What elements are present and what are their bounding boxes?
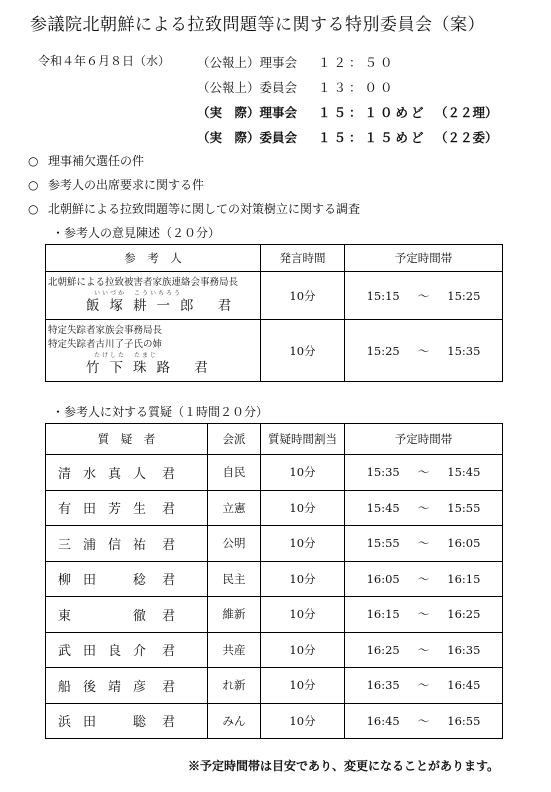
range-separator: ～ bbox=[417, 642, 430, 657]
witness-org: 北朝鮮による拉致被害者家族連絡会事務局長 bbox=[48, 277, 239, 288]
range-separator: ～ bbox=[417, 607, 430, 622]
agenda-text: 北朝鮮による拉致問題等に関しての対策樹立に関する調査 bbox=[48, 202, 361, 216]
table-row bbox=[46, 320, 503, 382]
column-header: 予定時間帯 bbox=[345, 424, 503, 455]
opinion-section-heading: ・参考人の意見陳述（２０分） bbox=[52, 226, 221, 240]
end-time: 16:35 bbox=[447, 642, 481, 657]
honorific: 君 bbox=[162, 502, 176, 518]
footnote: ※予定時間帯は目安であり、変更になることがあります。 bbox=[188, 759, 500, 773]
start-time: 16:05 bbox=[366, 571, 400, 586]
question-section-heading: ・参考人に対する質疑（１時間２０分） bbox=[52, 405, 269, 419]
start-time: 16:35 bbox=[366, 678, 400, 693]
range-separator: ～ bbox=[417, 713, 430, 728]
agenda-item bbox=[28, 200, 360, 217]
duration-cell: 10分 bbox=[261, 490, 345, 526]
agenda-text: 理事補欠選任の件 bbox=[48, 154, 145, 168]
honorific: 君 bbox=[162, 644, 176, 660]
party-cell: 立憲 bbox=[208, 490, 261, 526]
start-time: 16:45 bbox=[366, 713, 400, 728]
time-slot-cell bbox=[345, 703, 503, 739]
questioner-cell bbox=[46, 703, 208, 739]
column-header: 予定時間帯 bbox=[345, 245, 503, 272]
time-slot-cell bbox=[345, 490, 503, 526]
party-cell: 民主 bbox=[208, 561, 261, 597]
honorific: 君 bbox=[194, 360, 218, 376]
column-header: 発言時間 bbox=[261, 245, 345, 272]
schedule-note: （２２理） bbox=[435, 105, 498, 120]
schedule-label: （実 際）委員会 bbox=[197, 130, 298, 145]
duration-cell: 10分 bbox=[261, 597, 345, 633]
time-slot-cell bbox=[345, 632, 503, 668]
duration-cell: 10分 bbox=[261, 455, 345, 491]
party-cell: 維新 bbox=[208, 597, 261, 633]
agenda-item bbox=[28, 152, 144, 169]
duration-cell: 10分 bbox=[261, 561, 345, 597]
honorific: 君 bbox=[162, 608, 176, 624]
table-row bbox=[46, 272, 503, 320]
party-cell: 自民 bbox=[208, 455, 261, 491]
table-row bbox=[46, 703, 503, 739]
circle-bullet-icon: ○ bbox=[28, 178, 39, 192]
time-slot-cell bbox=[345, 526, 503, 562]
end-time: 15:45 bbox=[447, 465, 481, 480]
witness-name: 竹下珠路 bbox=[86, 360, 180, 376]
end-time: 15:25 bbox=[447, 288, 481, 303]
schedule-note: （２２委） bbox=[435, 130, 498, 145]
time-slot-cell bbox=[345, 597, 503, 633]
agenda-text: 参考人の出席要求に関する件 bbox=[48, 178, 205, 192]
party-cell: れ新 bbox=[208, 668, 261, 704]
column-header: 質疑時間割当 bbox=[261, 424, 345, 455]
range-separator: ～ bbox=[417, 571, 430, 586]
start-time: 15:25 bbox=[366, 343, 400, 358]
table-row bbox=[46, 455, 503, 491]
range-separator: ～ bbox=[417, 288, 430, 303]
start-time: 15:55 bbox=[366, 536, 400, 551]
range-separator: ～ bbox=[417, 465, 430, 480]
questioner-name: 浜田 聡 bbox=[58, 715, 159, 731]
questioner-cell bbox=[46, 668, 208, 704]
document-title: 参議院北朝鮮による拉致問題等に関する特別委員会（案） bbox=[30, 15, 485, 35]
end-time: 16:25 bbox=[447, 607, 481, 622]
duration-cell: 10分 bbox=[261, 526, 345, 562]
questioner-name: 三浦信祐 bbox=[58, 537, 159, 553]
questioner-cell bbox=[46, 526, 208, 562]
schedule-time: １５：１０めど bbox=[318, 105, 427, 120]
table-row bbox=[46, 597, 503, 633]
start-time: 15:45 bbox=[366, 500, 400, 515]
column-header: 参 考 人 bbox=[46, 245, 261, 272]
end-time: 15:55 bbox=[447, 500, 481, 515]
duration-cell: 10分 bbox=[261, 632, 345, 668]
column-header: 質 疑 者 bbox=[46, 424, 208, 455]
time-slot-cell bbox=[345, 320, 503, 382]
questioner-cell bbox=[46, 490, 208, 526]
honorific: 君 bbox=[162, 679, 176, 695]
agenda-item bbox=[28, 176, 204, 193]
schedule-label: （公報上）理事会 bbox=[197, 55, 298, 70]
honorific: 君 bbox=[217, 298, 242, 314]
witness-cell bbox=[46, 272, 261, 320]
witness-ruby: たけした たまじ bbox=[94, 352, 159, 359]
question-table bbox=[45, 423, 503, 739]
range-separator: ～ bbox=[417, 678, 430, 693]
questioner-name: 柳田 稔 bbox=[58, 573, 159, 589]
schedule-time: １３：００ bbox=[318, 80, 396, 95]
range-separator: ～ bbox=[417, 343, 430, 358]
range-separator: ～ bbox=[417, 536, 430, 551]
witness-cell bbox=[46, 320, 261, 382]
witness-name-line bbox=[46, 297, 260, 315]
time-slot-cell bbox=[345, 668, 503, 704]
table-row bbox=[46, 668, 503, 704]
range-separator: ～ bbox=[417, 500, 430, 515]
duration-cell: 10分 bbox=[261, 272, 345, 320]
end-time: 16:05 bbox=[447, 536, 481, 551]
time-slot-cell bbox=[345, 272, 503, 320]
schedule-time: １５：１５めど bbox=[318, 130, 427, 145]
schedule-label: （公報上）委員会 bbox=[197, 80, 298, 95]
witness-org: 特定失踪者家族会事務局長 bbox=[48, 325, 163, 336]
questioner-name: 清水真人 bbox=[58, 466, 159, 482]
witness-name-line bbox=[46, 359, 260, 377]
end-time: 15:35 bbox=[447, 343, 481, 358]
questioner-name: 武田良介 bbox=[58, 644, 159, 660]
start-time: 16:15 bbox=[366, 607, 400, 622]
party-cell: 公明 bbox=[208, 526, 261, 562]
table-row bbox=[46, 526, 503, 562]
time-slot-cell bbox=[345, 561, 503, 597]
circle-bullet-icon: ○ bbox=[28, 202, 39, 216]
time-slot-cell bbox=[345, 455, 503, 491]
opinion-table bbox=[45, 244, 503, 382]
honorific: 君 bbox=[162, 573, 176, 589]
duration-cell: 10分 bbox=[261, 703, 345, 739]
honorific: 君 bbox=[162, 466, 176, 482]
table-row bbox=[46, 561, 503, 597]
questioner-cell bbox=[46, 561, 208, 597]
schedule-label: （実 際）理事会 bbox=[197, 105, 298, 120]
start-time: 15:35 bbox=[366, 465, 400, 480]
circle-bullet-icon: ○ bbox=[28, 154, 39, 168]
witness-relation: 特定失踪者古川了子氏の姉 bbox=[48, 339, 163, 350]
questioner-name: 有田芳生 bbox=[58, 502, 159, 518]
column-header: 会派 bbox=[208, 424, 261, 455]
witness-name: 飯塚耕一郎 bbox=[86, 298, 204, 314]
party-cell: 共産 bbox=[208, 632, 261, 668]
honorific: 君 bbox=[162, 715, 176, 731]
table-header-row bbox=[46, 424, 503, 455]
duration-cell: 10分 bbox=[261, 668, 345, 704]
end-time: 16:55 bbox=[447, 713, 481, 728]
party-cell: みん bbox=[208, 703, 261, 739]
schedule-time: １２：５０ bbox=[318, 55, 396, 70]
start-time: 16:25 bbox=[366, 642, 400, 657]
questioner-name: 船後靖彦 bbox=[58, 679, 159, 695]
end-time: 16:15 bbox=[447, 571, 481, 586]
honorific: 君 bbox=[162, 537, 176, 553]
end-time: 16:45 bbox=[447, 678, 481, 693]
witness-ruby: いいづか こういちろう bbox=[94, 290, 183, 297]
meeting-date: 令和４年６月８日（水） bbox=[38, 54, 171, 68]
questioner-cell bbox=[46, 455, 208, 491]
question-table-body bbox=[46, 455, 503, 739]
duration-cell: 10分 bbox=[261, 320, 345, 382]
table-row bbox=[46, 490, 503, 526]
questioner-name: 東 徹 bbox=[58, 608, 159, 624]
start-time: 15:15 bbox=[366, 288, 400, 303]
questioner-cell bbox=[46, 597, 208, 633]
questioner-cell bbox=[46, 632, 208, 668]
table-header-row bbox=[46, 245, 503, 272]
table-row bbox=[46, 632, 503, 668]
